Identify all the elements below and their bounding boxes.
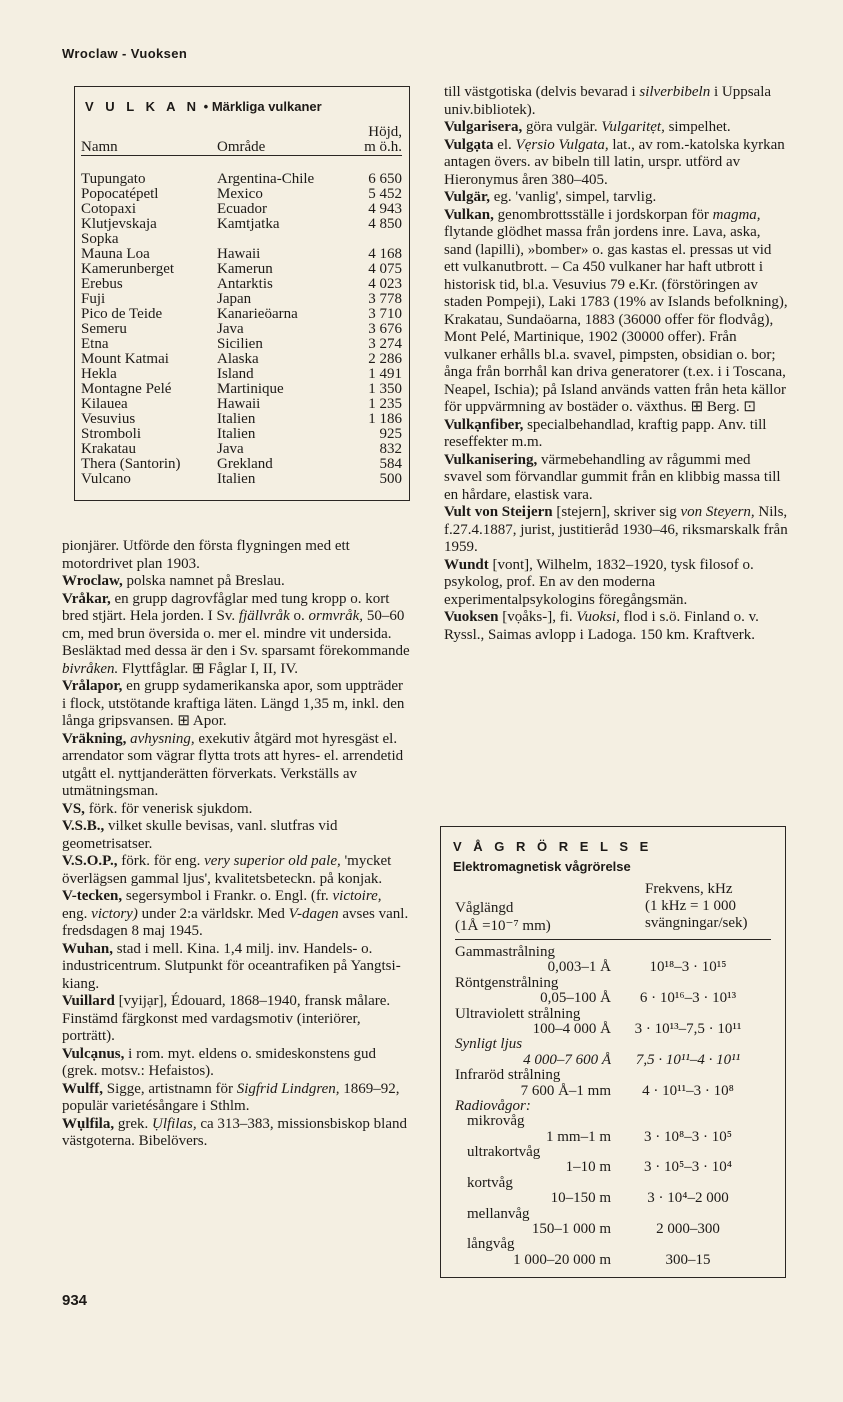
volcano-name: Etna (81, 336, 109, 352)
volcano-name: Thera (Santorin) (81, 456, 181, 472)
volcano-row (81, 412, 402, 427)
wave-row-range: 10–150 m (550, 1190, 611, 1207)
wavelength-header (455, 899, 551, 935)
volcano-row (81, 472, 402, 487)
volcano-row (81, 247, 402, 262)
volcano-area: Hawaii (217, 396, 261, 412)
volcano-height: 2 286 (368, 351, 402, 367)
volcano-name: Vulcano (81, 471, 131, 487)
volcano-height: 4 850 (368, 216, 402, 232)
volcano-area: Kamerun (217, 261, 273, 277)
volcano-table-box (74, 86, 410, 501)
entry-vuoksen: Vuoksen [vọåks-], fi. Vuoksi, flod i s.ö. Finland o. v. Ryssl., Saimas avlopp i Ladoga. 150 km. Kraftverk. (444, 609, 759, 643)
volcano-name: Popocatépetl (81, 186, 159, 202)
wave-row-range: 1 mm–1 m (545, 1128, 611, 1145)
volcano-row (81, 187, 402, 202)
volcano-name: Tupungato (81, 171, 146, 187)
wave-row-label-line (455, 976, 785, 991)
volcano-name: Mount Katmai (81, 351, 169, 367)
entry-continuation: pionjärer. Utförde den första flygningen med ett motordrivet plan 1903. (62, 538, 350, 572)
volcano-area: Italien (217, 426, 256, 442)
wave-row-value-line (455, 1053, 785, 1068)
wave-rows (455, 945, 785, 1268)
volcano-area: Martinique (217, 381, 284, 397)
wave-row-frequency: 300–15 (665, 1251, 711, 1268)
wave-row-range: 1 000–20 000 m (513, 1251, 611, 1268)
wave-row-frequency: 2 000–300 (656, 1221, 720, 1238)
volcano-name: Cotopaxi (81, 201, 136, 217)
wave-row-value-line (455, 1084, 785, 1099)
wave-row-range: 7 600 Å–1 mm (520, 1082, 611, 1099)
wave-row-range: 4 000–7 600 Å (523, 1051, 611, 1068)
volcano-name: Mauna Loa (81, 246, 150, 262)
running-head: Wroclaw - Vuoksen (62, 46, 188, 61)
volcano-name: Fuji (81, 291, 106, 307)
volcano-height: 3 676 (368, 321, 402, 337)
left-text-column (62, 538, 410, 1151)
volcano-area: Java (217, 321, 244, 337)
entry-vsop: V.S.O.P., förk. för eng. very superior old pale, 'mycket överlägsen gammal ljus', kvalitetsbeteckn. på konjak. (62, 853, 392, 887)
wave-row-label-line (455, 1114, 785, 1129)
volcano-box-title (85, 99, 322, 114)
volcano-area: Mexico (217, 186, 263, 202)
volcano-row (81, 427, 402, 442)
entry-vulkanfiber: Vulkạnfiber, specialbehandlad, kraftig papp. Anv. till reseffekter m.m. (444, 416, 767, 450)
volcano-height: 925 (379, 426, 402, 442)
volcano-area: Hawaii (217, 246, 261, 262)
col-header-height (347, 125, 402, 156)
volcano-area: Ecuador (217, 201, 267, 217)
entry-vulgarisera: Vulgarisera, göra vulgär. Vulgaritẹt, simpelhet. (444, 119, 731, 135)
volcano-height: 3 778 (368, 291, 402, 307)
volcano-name: Kamerunberget (81, 261, 175, 277)
wave-row-range: 100–4 000 Å (532, 1020, 611, 1037)
wave-row-value-line (455, 1222, 785, 1237)
volcano-area: Kamtjatka (217, 216, 280, 232)
wave-row-label-line (455, 1176, 785, 1191)
wave-row-label: mikrovåg (467, 1113, 525, 1130)
wave-row-value-line (455, 991, 785, 1006)
volcano-title-sep: • (203, 99, 209, 114)
col-header-area: Område (217, 139, 266, 155)
volcano-name: Kilauea (81, 396, 128, 412)
volcano-area: Argentina-Chile (217, 171, 315, 187)
wave-row-value-line (455, 1022, 785, 1037)
entry-wroclaw: Wroclaw, polska namnet på Breslau. (62, 573, 285, 589)
wavelength-header-2: (1Å =10⁻⁷ mm) (455, 918, 551, 934)
volcano-name: Stromboli (81, 426, 142, 442)
volcano-name: Krakatau (81, 441, 136, 457)
height-header-2: m ö.h. (364, 139, 402, 155)
wave-row-label-line (455, 1007, 785, 1022)
volcano-height (347, 232, 402, 247)
col-header-name: Namn (81, 139, 118, 155)
volcano-height: 4 943 (368, 201, 402, 217)
volcano-height: 4 023 (368, 276, 402, 292)
volcano-row (81, 367, 402, 382)
volcano-row (81, 217, 402, 232)
wave-row-frequency: 7,5 · 10¹¹–4 · 10¹¹ (635, 1051, 741, 1068)
volcano-area: Grekland (217, 456, 273, 472)
wave-row-label-line (455, 1145, 785, 1160)
entry-wulff: Wulff, Sigge, artistnamn för Sigfrid Lindgren, 1869–92, populär varietésångare i Sthlm. (62, 1080, 400, 1114)
entry-vuillard: Vuillard [vyijạr], Édouard, 1868–1940, fransk målare. Finstämd färgkonst med vardagsmotiv (interiörer, porträtt). (62, 993, 391, 1044)
volcano-name: Semeru (81, 321, 127, 337)
wave-row-label-line (455, 1237, 785, 1252)
wave-row-label: Gammastrålning (455, 944, 555, 960)
volcano-title-rest: Märkliga vulkaner (211, 99, 322, 114)
volcano-area: Island (217, 366, 254, 382)
volcano-area: Alaska (217, 351, 259, 367)
entry-vulkan: Vulkan, genombrottsställe i jordskorpan för magma, flytande glödhet massa från jordens inre. Lava, aska, sand (lapilli), »bomber» o. gas kastas el. pressas ut vid ett vulkanutbrott. – Ca 450 vulkaner har haft utbrott i historisk tid, bl.a. Vesuvius 79 e.Kr. (förstöringen av staden Pompeji), Laki 1783 (19% av Islands befolkning), Krakatau, Sundaöarna, 1883 (36000 offer för flodvåg), Mont Pelé, Martinique, 1902 (30000 offer). Från vulkaner erhålls bl.a. svavel, pimpsten, obsidian o. bor; ånga från borrhål kan driva generatorer (t.ex. i i Toscana, Neapel, Ischia); på Island används vatten från heta källor för uppvärmning av bostäder o. växthus. ⊞ Berg. ⊡ (444, 206, 788, 415)
volcano-row (81, 337, 402, 352)
volcano-row (81, 352, 402, 367)
volcano-name: Klutjevskaja (81, 216, 157, 232)
volcano-area: Antarktis (217, 276, 273, 292)
volcano-height: 5 452 (368, 186, 402, 202)
volcano-height: 1 350 (368, 381, 402, 397)
wave-row-label: mellanvåg (467, 1205, 530, 1222)
volcano-row (81, 457, 402, 472)
wave-header-rule (455, 939, 771, 940)
volcano-height: 6 650 (368, 171, 402, 187)
entry-wuhan: Wuhan, stad i mell. Kina. 1,4 milj. inv. Handels- o. industricentrum. Slutpunkt för oceantrafiken på Yangtsi-kiang. (62, 940, 401, 992)
frequency-header-1: Frekvens, kHz (645, 881, 733, 897)
volcano-height: 3 274 (368, 336, 402, 352)
wave-box-title: V Å G R Ö R E L S E (453, 839, 653, 854)
volcano-height: 3 710 (368, 306, 402, 322)
wave-row-frequency: 3 · 10¹³–7,5 · 10¹¹ (634, 1020, 742, 1037)
wave-row-frequency: 3 · 10⁵–3 · 10⁴ (644, 1159, 732, 1176)
wave-row-label: ultrakortvåg (467, 1144, 541, 1161)
wave-table-box (440, 826, 786, 1278)
entry-vsb: V.S.B., vilket skulle bevisas, vanl. slutfras vid geometrisatser. (62, 818, 338, 852)
volcano-table-body (81, 172, 402, 487)
volcano-row (81, 307, 402, 322)
wave-row-label-line (455, 1068, 785, 1083)
volcano-row (81, 202, 402, 217)
volcano-name: Sopka (81, 231, 119, 247)
wave-row-frequency: 3 · 10⁸–3 · 10⁵ (644, 1128, 732, 1145)
wave-row-label: Röntgenstrålning (455, 974, 559, 991)
wave-row-range: 1–10 m (565, 1159, 611, 1176)
volcano-name: Erebus (81, 276, 123, 292)
entry-vulgar: Vulgär, eg. 'vanlig', simpel, tarvlig. (444, 189, 657, 205)
wave-row-label: Ultraviolett strålning (455, 1005, 581, 1022)
volcano-title-caps: V U L K A N (85, 99, 201, 114)
volcano-height: 832 (379, 441, 402, 457)
wave-row-label: Infraröd strålning (455, 1067, 561, 1084)
frequency-header-3: svängningar/sek) (645, 915, 748, 931)
wave-row-value-line (455, 1253, 785, 1268)
volcano-area: Japan (217, 291, 252, 307)
volcano-name: Montagne Pelé (81, 381, 172, 397)
volcano-height: 500 (379, 471, 402, 487)
entry-vulcanus: Vulcạnus, i rom. myt. eldens o. smideskonstens gud (grek. motsv.: Hefaistos). (62, 1045, 377, 1079)
volcano-height: 4 075 (368, 261, 402, 277)
wave-row-label-line (455, 945, 785, 960)
wave-row-label: kortvåg (467, 1174, 513, 1191)
entry-vrakar: Vråkar, en grupp dagrovfåglar med tung kropp o. kort bred stjärt. Hela jorden. I Sv. fjällvråk o. ormvråk, 50–60 cm, med brun översida o. mer el. mindre vit undersida. Besläktad med dessa är den i Sv. sparsamt förekommande bivråken. Flyttfåglar. ⊞ Fåglar I, II, IV. (62, 590, 410, 677)
volcano-name: Vesuvius (81, 411, 136, 427)
volcano-area: Kanarieöarna (217, 306, 298, 322)
wavelength-header-1: Våglängd (455, 900, 514, 916)
wave-row-range: 0,05–100 Å (540, 990, 611, 1007)
volcano-area: Italien (217, 411, 256, 427)
volcano-area: Italien (217, 471, 256, 487)
frequency-header (645, 881, 747, 932)
wave-row-value-line (455, 1130, 785, 1145)
volcano-row (81, 277, 402, 292)
entry-vult: Vult von Steijern [stejern], skriver sig von Steyern, Nils, f.27.4.1887, jurist, justitieråd 1930–46, riksmarskalk från 1959. (444, 504, 788, 555)
wave-row-label-line (455, 1099, 785, 1114)
wave-row-value-line (455, 1191, 785, 1206)
page-number: 934 (62, 1292, 88, 1309)
entry-wundt: Wundt [vont], Wilhelm, 1832–1920, tysk filosof o. psykolog, prof. En av den moderna experimentalpsykologins föregångsmän. (444, 556, 754, 608)
wave-row-frequency: 4 · 10¹¹–3 · 10⁸ (642, 1082, 734, 1099)
height-header-1: Höjd, (368, 124, 402, 140)
volcano-row (81, 322, 402, 337)
volcano-name: Hekla (81, 366, 117, 382)
volcano-area (217, 232, 347, 247)
wave-row-label: Radiovågor: (455, 1097, 531, 1114)
volcano-height: 584 (379, 456, 402, 472)
wave-row-label-line (455, 1207, 785, 1222)
volcano-row (81, 262, 402, 277)
volcano-row (81, 232, 402, 247)
wave-row-frequency: 3 · 10⁴–2 000 (647, 1190, 729, 1207)
wave-row-label: långvåg (467, 1236, 515, 1253)
wave-row-frequency: 6 · 10¹⁶–3 · 10¹³ (639, 990, 737, 1007)
entry-continuation-right: till västgotiska (delvis bevarad i silverbibeln i Uppsala univ.bibliotek). (444, 84, 772, 118)
entry-vrakning: Vräkning, avhysning, exekutiv åtgärd mot hyresgäst el. arrendator som vägrar flytta trots att hyres- el. arrendetid utgått el. nyttjanderätten förverkats. Verkställs av utmätningsman. (62, 730, 404, 799)
wave-row-frequency: 10¹⁸–3 · 10¹⁵ (649, 959, 727, 976)
frequency-header-2: (1 kHz = 1 000 (645, 898, 736, 914)
volcano-name: Pico de Teide (81, 306, 163, 322)
wave-row-range: 0,003–1 Å (547, 959, 611, 976)
wave-row-value-line (455, 960, 785, 975)
volcano-height: 1 235 (368, 396, 402, 412)
wave-row-value-line (455, 1160, 785, 1175)
entry-vtecken: V-tecken, segersymbol i Frankr. o. Engl. (fr. victoire, eng. victory) under 2:a världskr. Med V-dagen avses vanl. fredsdagen 8 maj 1945. (62, 888, 409, 939)
wave-row-label-line (455, 1037, 785, 1052)
entry-vralapor: Vrålapor, en grupp sydamerikanska apor, som uppträder i flock, utstötande kraftiga läten. Längd 1,35 m, inkl. den långa gripsvansen. ⊞ Apor. (62, 678, 405, 729)
entry-vulgata: Vulgạta el. Vẹrsio Vulgata, lat., av rom.-katolska kyrkan antagen övers. av bibeln till latin, urspr. utförd av Hieronymus åren 380–405. (444, 136, 785, 188)
volcano-row (81, 442, 402, 457)
volcano-row (81, 397, 402, 412)
volcano-height: 1 491 (368, 366, 402, 382)
entry-wulfila: Wụlfila, grek. Ụlfilas, ca 313–383, missionsbiskop bland västgoterna. Bibelövers. (62, 1115, 408, 1149)
volcano-height: 1 186 (368, 411, 402, 427)
volcano-row (81, 292, 402, 307)
volcano-area: Sicilien (217, 336, 263, 352)
entry-vs: VS, förk. för venerisk sjukdom. (62, 800, 253, 817)
entry-vulkanisering: Vulkanisering, värmebehandling av rågummi med svavel som förvandlar gummit från en klibbig massa till en hårdare, elastisk vara. (444, 451, 781, 503)
wave-row-range: 150–1 000 m (531, 1221, 611, 1238)
volcano-row (81, 172, 402, 187)
volcano-table (81, 125, 402, 487)
right-text-column (444, 84, 790, 644)
volcano-row (81, 382, 402, 397)
volcano-height: 4 168 (368, 246, 402, 262)
wave-row-label: Synligt ljus (455, 1036, 523, 1053)
wave-box-subtitle: Elektromagnetisk vågrörelse (453, 859, 631, 874)
volcano-area: Java (217, 441, 244, 457)
